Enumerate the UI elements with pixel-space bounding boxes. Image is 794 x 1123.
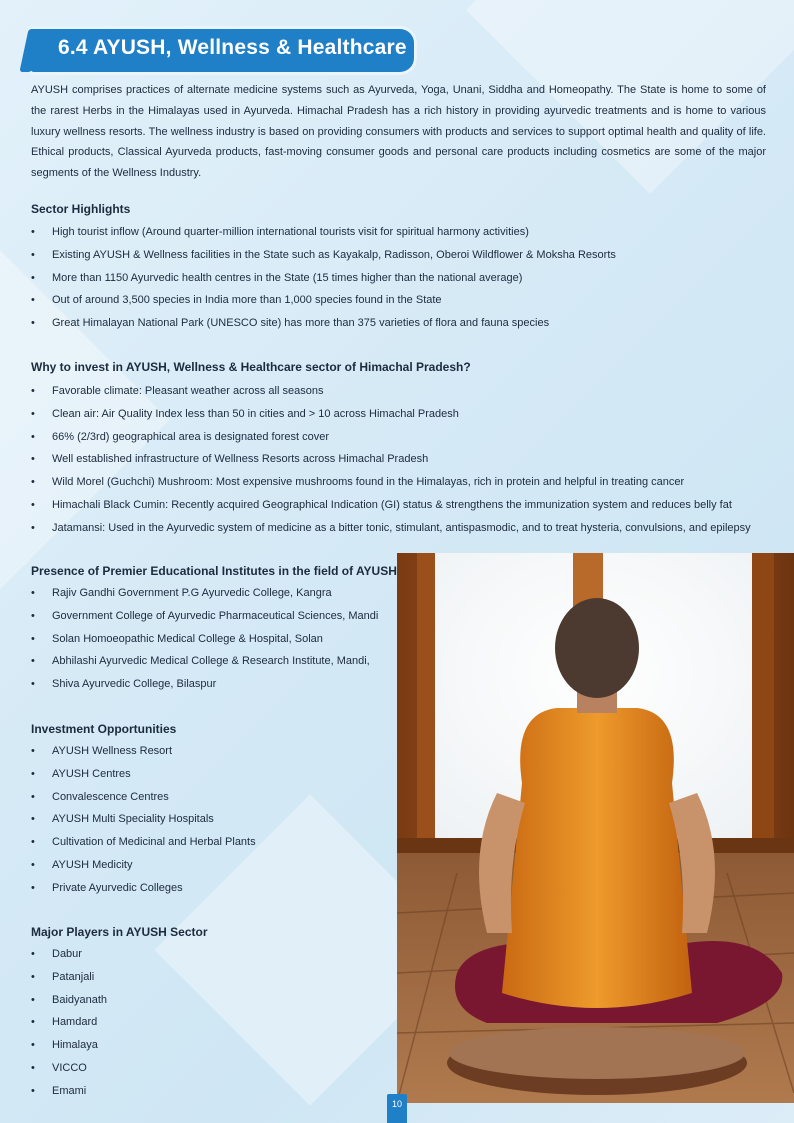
investment-opportunities-heading: Investment Opportunities bbox=[31, 722, 177, 736]
list-item bbox=[31, 673, 378, 696]
major-players-list bbox=[31, 943, 107, 1103]
list-item bbox=[31, 289, 616, 312]
list-item-text: Wild Morel (Guchchi) Mushroom: Most expensive mushrooms found in the Himalayas, rich in protein and helpful in treating cancer bbox=[52, 476, 685, 489]
list-item-text: Rajiv Gandhi Government P.G Ayurvedic College, Kangra bbox=[52, 587, 332, 599]
page-title: 6.4 AYUSH, Wellness & Healthcare bbox=[58, 36, 407, 59]
bullet-icon: • bbox=[31, 476, 35, 489]
list-item-text: Hamdard bbox=[52, 1016, 98, 1029]
list-item-text: More than 1150 Ayurvedic health centres in the State (15 times higher than the national average) bbox=[52, 271, 523, 284]
bullet-icon: • bbox=[31, 271, 35, 284]
bullet-icon: • bbox=[31, 385, 35, 397]
list-item-text: AYUSH Wellness Resort bbox=[52, 745, 173, 757]
why-invest-heading: Why to invest in AYUSH, Wellness & Healthcare sector of Himachal Pradesh? bbox=[31, 360, 471, 374]
sector-highlights-heading: Sector Highlights bbox=[31, 202, 131, 216]
bullet-icon: • bbox=[31, 1039, 35, 1052]
bullet-icon: • bbox=[31, 498, 35, 511]
list-item-text: AYUSH Centres bbox=[52, 767, 131, 780]
bullet-icon: • bbox=[31, 317, 35, 330]
list-item bbox=[31, 582, 378, 605]
bullet-icon: • bbox=[31, 678, 35, 691]
meditation-photo bbox=[397, 553, 794, 1103]
bullet-icon: • bbox=[31, 948, 35, 960]
list-item bbox=[31, 267, 616, 290]
list-item bbox=[31, 628, 378, 651]
bullet-icon: • bbox=[31, 970, 35, 983]
list-item-text: High tourist inflow (Around quarter-million international tourists visit for spiritual harmony activities) bbox=[52, 226, 529, 238]
list-item-text: Cultivation of Medicinal and Herbal Plants bbox=[52, 836, 256, 849]
list-item-text: 66% (2/3rd) geographical area is designated forest cover bbox=[52, 430, 329, 443]
list-item-text: Solan Homoeopathic Medical College & Hospital, Solan bbox=[52, 632, 323, 645]
list-item bbox=[31, 1011, 107, 1034]
list-item bbox=[31, 831, 256, 854]
list-item-text: Out of around 3,500 species in India more than 1,000 species found in the State bbox=[52, 294, 442, 307]
list-item-text: Great Himalayan National Park (UNESCO site) has more than 375 varieties of flora and fauna species bbox=[52, 317, 550, 330]
list-item-text: Baidyanath bbox=[52, 993, 108, 1006]
bullet-icon: • bbox=[31, 655, 35, 668]
intro-paragraph: AYUSH comprises practices of alternate medicine systems such as Ayurveda, Yoga, Unani, Siddha and Homeopathy. The State is home to some of the rarest Herbs in the Himalayas used in Ayurveda. Himachal Pradesh has a rich history in providing ayurvedic treatments and is home to various luxury wellness resorts. The wellness industry is based on providing consumers with products and services to support optimal health and quality of life. Ethical products, Classical Ayurveda products, fast-moving consumer goods and personal care products including cosmetics are some of the major segments of the Wellness Industry. bbox=[31, 84, 766, 180]
why-invest-list bbox=[31, 380, 751, 540]
list-item bbox=[31, 966, 107, 989]
bullet-icon: • bbox=[31, 993, 35, 1006]
list-item-text: Dabur bbox=[52, 948, 82, 960]
list-item bbox=[31, 763, 256, 786]
list-item bbox=[31, 426, 751, 449]
bullet-icon: • bbox=[31, 453, 35, 466]
major-players-heading: Major Players in AYUSH Sector bbox=[31, 925, 208, 939]
list-item bbox=[31, 221, 616, 244]
bullet-icon: • bbox=[31, 226, 35, 238]
list-item bbox=[31, 380, 751, 403]
bullet-icon: • bbox=[31, 248, 35, 261]
list-item bbox=[31, 786, 256, 809]
list-item bbox=[31, 448, 751, 471]
bullet-icon: • bbox=[31, 881, 35, 894]
list-item bbox=[31, 403, 751, 426]
list-item-text: Shiva Ayurvedic College, Bilaspur bbox=[52, 678, 217, 691]
list-item-text: Clean air: Air Quality Index less than 50 in cities and > 10 across Himachal Pradesh bbox=[52, 407, 459, 420]
list-item-text: Himachali Black Cumin: Recently acquired Geographical Indication (GI) status & strengthens the immunization system and reduces belly fat bbox=[52, 498, 732, 511]
list-item bbox=[31, 1057, 107, 1080]
list-item bbox=[31, 244, 616, 267]
bullet-icon: • bbox=[31, 430, 35, 443]
bullet-icon: • bbox=[31, 1061, 35, 1074]
list-item-text: Himalaya bbox=[52, 1039, 98, 1052]
list-item bbox=[31, 517, 751, 540]
list-item bbox=[31, 605, 378, 628]
list-item bbox=[31, 312, 616, 335]
list-item-text: AYUSH Multi Speciality Hospitals bbox=[52, 813, 214, 826]
list-item bbox=[31, 854, 256, 877]
list-item bbox=[31, 943, 107, 966]
list-item bbox=[31, 740, 256, 763]
list-item-text: Abhilashi Ayurvedic Medical College & Research Institute, Mandi, bbox=[52, 655, 370, 668]
bullet-icon: • bbox=[31, 407, 35, 420]
bullet-icon: • bbox=[31, 790, 35, 803]
bullet-icon: • bbox=[31, 1016, 35, 1029]
list-item bbox=[31, 989, 107, 1012]
bullet-icon: • bbox=[31, 609, 35, 622]
list-item bbox=[31, 808, 256, 831]
list-item bbox=[31, 1034, 107, 1057]
bullet-icon: • bbox=[31, 632, 35, 645]
bullet-icon: • bbox=[31, 1084, 35, 1097]
bullet-icon: • bbox=[31, 836, 35, 849]
bullet-icon: • bbox=[31, 294, 35, 307]
bullet-icon: • bbox=[31, 813, 35, 826]
list-item-text: Private Ayurvedic Colleges bbox=[52, 881, 183, 894]
list-item bbox=[31, 494, 751, 517]
list-item bbox=[31, 471, 751, 494]
investment-opportunities-list bbox=[31, 740, 256, 900]
list-item bbox=[31, 650, 378, 673]
page-number: 10 bbox=[387, 1094, 407, 1123]
bullet-icon: • bbox=[31, 587, 35, 599]
bullet-icon: • bbox=[31, 858, 35, 871]
list-item-text: Existing AYUSH & Wellness facilities in the State such as Kayakalp, Radisson, Oberoi Wildflower & Moksha Resorts bbox=[52, 248, 616, 261]
sector-highlights-list bbox=[31, 221, 616, 335]
bullet-icon: • bbox=[31, 521, 35, 534]
list-item-text: VICCO bbox=[52, 1061, 87, 1074]
institutes-list bbox=[31, 582, 378, 696]
list-item bbox=[31, 1080, 107, 1103]
list-item-text: Convalescence Centres bbox=[52, 790, 169, 803]
list-item bbox=[31, 877, 256, 900]
list-item-text: Government College of Ayurvedic Pharmaceutical Sciences, Mandi bbox=[52, 609, 379, 622]
bullet-icon: • bbox=[31, 767, 35, 780]
list-item-text: Favorable climate: Pleasant weather across all seasons bbox=[52, 385, 324, 397]
bullet-icon: • bbox=[31, 745, 35, 757]
list-item-text: Jatamansi: Used in the Ayurvedic system of medicine as a bitter tonic, stimulant, antispasmodic, and to treat hysteria, convulsions, and epilepsy bbox=[52, 521, 751, 534]
list-item-text: Well established infrastructure of Wellness Resorts across Himachal Pradesh bbox=[52, 453, 429, 466]
list-item-text: Emami bbox=[52, 1084, 87, 1097]
institutes-heading: Presence of Premier Educational Institutes in the field of AYUSH bbox=[31, 564, 397, 578]
list-item-text: Patanjali bbox=[52, 970, 95, 983]
list-item-text: AYUSH Medicity bbox=[52, 858, 133, 871]
